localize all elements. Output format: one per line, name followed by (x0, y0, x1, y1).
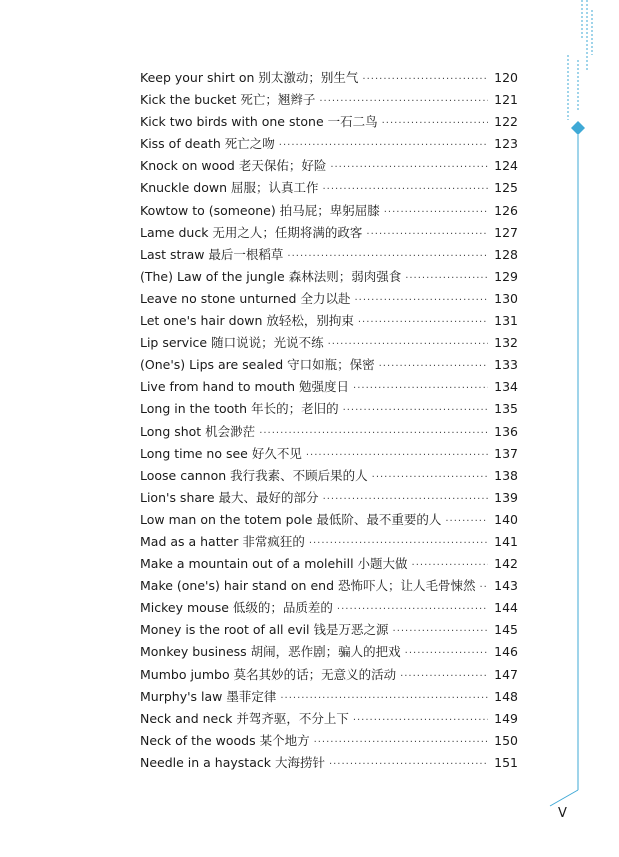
entry-title: Long time no see 好久不见 (140, 445, 302, 461)
toc-entry (140, 686, 518, 708)
entry-title: Needle in a haystack 大海捞针 (140, 754, 325, 770)
toc-entry (140, 376, 518, 398)
entry-title: Last straw 最后一根稻草 (140, 246, 284, 262)
entry-page-number: 122 (494, 114, 518, 130)
toc-entry (140, 155, 518, 177)
entry-page-number: 142 (494, 556, 518, 572)
entry-title: Mickey mouse 低级的；品质差的 (140, 600, 333, 616)
toc-entry (140, 487, 518, 509)
dot-leader (337, 599, 488, 621)
toc-entry (140, 310, 518, 332)
entry-page-number: 146 (494, 644, 518, 660)
toc-entry (140, 111, 518, 133)
toc-entry (140, 531, 518, 553)
entry-title: Neck of the woods 某个地方 (140, 732, 310, 748)
toc-entry (140, 133, 518, 155)
entry-title: Leave no stone unturned 全力以赴 (140, 290, 351, 306)
entry-page-number: 149 (494, 710, 518, 726)
entry-page-number: 127 (494, 224, 518, 240)
toc-entry (140, 752, 518, 774)
dot-leader (314, 732, 488, 754)
dot-leader (329, 754, 488, 776)
toc-entry (140, 266, 518, 288)
toc-entry (140, 398, 518, 420)
dot-leader (354, 290, 488, 312)
toc-entry (140, 443, 518, 465)
toc-entry (140, 332, 518, 354)
entry-title: Monkey business 胡闹，恶作剧；骗人的把戏 (140, 644, 401, 660)
entry-page-number: 120 (494, 70, 518, 85)
dot-leader (379, 356, 488, 378)
toc-entry (140, 619, 518, 641)
dot-leader (330, 157, 488, 179)
entry-page-number: 144 (494, 600, 518, 616)
dot-leader (280, 688, 488, 710)
entry-title: Kick the bucket 死亡；翘辫子 (140, 92, 316, 108)
dot-leader (358, 312, 488, 334)
toc-entry (140, 465, 518, 487)
dot-leader (306, 445, 488, 467)
entry-page-number: 123 (494, 136, 518, 152)
entry-title: Keep your shirt on 别太激动；别生气 (140, 70, 359, 85)
entry-title: Kiss of death 死亡之吻 (140, 136, 275, 152)
entry-page-number: 133 (494, 357, 518, 373)
entry-title: Murphy's law 墨菲定律 (140, 688, 277, 704)
toc-entry (140, 597, 518, 619)
entry-title: Kowtow to (someone) 拍马屁；卑躬屈膝 (140, 202, 380, 218)
entry-title: Lion's share 最大、最好的部分 (140, 489, 319, 505)
table-of-contents (140, 67, 518, 774)
entry-title: Mumbo jumbo 莫名其妙的话；无意义的活动 (140, 666, 397, 682)
entry-page-number: 140 (494, 511, 518, 527)
dot-leader (362, 69, 488, 91)
toc-entry (140, 177, 518, 199)
entry-page-number: 148 (494, 688, 518, 704)
dot-leader (353, 378, 488, 400)
dot-leader (382, 113, 488, 135)
dot-leader (372, 467, 488, 489)
dot-leader (366, 224, 488, 246)
entry-page-number: 136 (494, 423, 518, 439)
entry-page-number: 134 (494, 379, 518, 395)
toc-entry (140, 89, 518, 111)
dot-leader (405, 643, 488, 665)
dot-leader (323, 489, 488, 511)
toc-entry (140, 509, 518, 531)
entry-title: Neck and neck 并驾齐驱，不分上下 (140, 710, 349, 726)
dot-leader (405, 268, 488, 290)
toc-entry (140, 575, 518, 597)
dot-leader (400, 666, 488, 688)
entry-page-number: 131 (494, 313, 518, 329)
entry-title: (The) Law of the jungle 森林法则；弱肉强食 (140, 268, 402, 284)
dot-leader (479, 577, 488, 599)
entry-title: Make (one's) hair stand on end 恐怖吓人；让人毛骨悚然 (140, 578, 476, 594)
toc-entry (140, 421, 518, 443)
entry-page-number: 128 (494, 246, 518, 262)
dot-leader (309, 533, 488, 555)
dot-leader (445, 511, 488, 533)
toc-entry (140, 553, 518, 575)
toc-entry (140, 664, 518, 686)
dot-leader (328, 334, 488, 356)
dot-leader (279, 135, 488, 157)
entry-page-number: 143 (494, 578, 518, 594)
entry-page-number: 147 (494, 666, 518, 682)
entry-title: Low man on the totem pole 最低阶、最不重要的人 (140, 511, 442, 527)
dot-leader (287, 246, 488, 268)
page-number-folio: V (558, 806, 567, 821)
entry-page-number: 150 (494, 732, 518, 748)
entry-page-number: 141 (494, 533, 518, 549)
entry-page-number: 151 (494, 754, 518, 770)
entry-title: Lip service 随口说说；光说不练 (140, 335, 324, 351)
entry-title: Live from hand to mouth 勉强度日 (140, 379, 350, 395)
entry-title: Make a mountain out of a molehill 小题大做 (140, 556, 408, 572)
entry-page-number: 138 (494, 467, 518, 483)
toc-entry (140, 641, 518, 663)
dot-leader (393, 621, 488, 643)
entry-page-number: 139 (494, 489, 518, 505)
entry-page-number: 126 (494, 202, 518, 218)
dot-leader (323, 179, 489, 201)
toc-entry (140, 288, 518, 310)
entry-page-number: 130 (494, 290, 518, 306)
dot-leader (319, 91, 488, 113)
entry-page-number: 137 (494, 445, 518, 461)
toc-entry (140, 67, 518, 89)
entry-page-number: 145 (494, 622, 518, 638)
toc-entry (140, 708, 518, 730)
entry-title: Lame duck 无用之人；任期将满的政客 (140, 224, 363, 240)
entry-page-number: 121 (494, 92, 518, 108)
entry-title: Money is the root of all evil 钱是万恶之源 (140, 622, 389, 638)
dot-leader (353, 710, 488, 732)
toc-entry (140, 244, 518, 266)
entry-page-number: 135 (494, 401, 518, 417)
entry-title: Kick two birds with one stone 一石二鸟 (140, 114, 378, 130)
dot-leader (259, 423, 488, 445)
toc-entry (140, 200, 518, 222)
entry-page-number: 129 (494, 268, 518, 284)
toc-entry (140, 222, 518, 244)
entry-title: Long in the tooth 年长的；老旧的 (140, 401, 339, 417)
dot-leader (343, 400, 488, 422)
entry-title: Long shot 机会渺茫 (140, 423, 256, 439)
entry-title: Knuckle down 屈服；认真工作 (140, 180, 319, 196)
entry-page-number: 125 (494, 180, 518, 196)
entry-page-number: 132 (494, 335, 518, 351)
entry-title: Knock on wood 老天保佑；好险 (140, 158, 327, 174)
entry-title: Loose cannon 我行我素、不顾后果的人 (140, 467, 368, 483)
entry-title: (One's) Lips are sealed 守口如瓶；保密 (140, 357, 375, 373)
entry-title: Mad as a hatter 非常疯狂的 (140, 533, 305, 549)
dot-leader (384, 202, 488, 224)
toc-entry (140, 354, 518, 376)
dot-leader (412, 555, 488, 577)
corner-decoration (530, 0, 619, 857)
toc-entry (140, 730, 518, 752)
entry-title: Let one's hair down 放轻松，别拘束 (140, 313, 354, 329)
entry-page-number: 124 (494, 158, 518, 174)
